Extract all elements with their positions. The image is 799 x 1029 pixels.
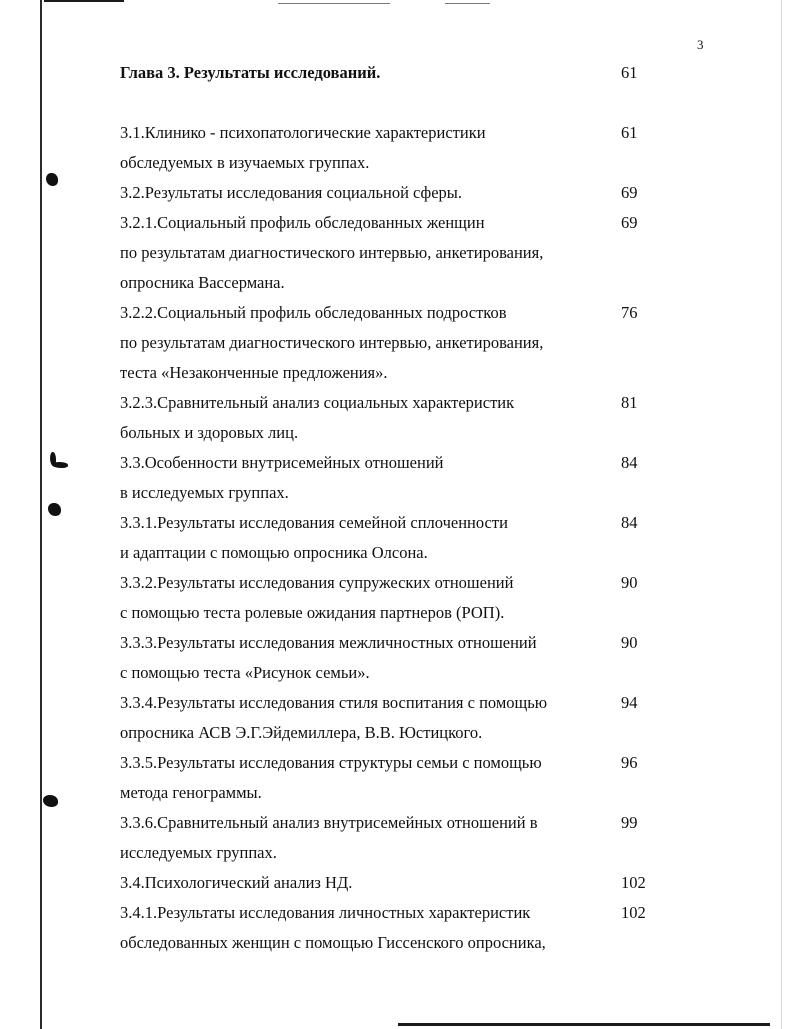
scan-left-border <box>40 0 42 1029</box>
toc-entry <box>120 178 660 208</box>
toc-entry-page: 84 <box>621 513 638 532</box>
toc-entry-title: 3.3.1.Результаты исследования семейной сплоченности <box>120 513 508 532</box>
toc-entry-continuation: опросника Вассермана. <box>120 273 285 292</box>
toc-entry-page: 102 <box>621 903 646 922</box>
toc-entry-title: 3.3.5.Результаты исследования структуры семьи с помощью <box>120 753 542 772</box>
toc-entry-page: 76 <box>621 303 638 322</box>
toc-entry <box>120 508 660 538</box>
ink-blot <box>43 795 58 807</box>
toc-entry-title: 3.4.Психологический анализ НД. <box>120 873 353 892</box>
toc-entry-page: 96 <box>621 753 638 772</box>
toc-entry-continuation: обследованных женщин с помощью Гиссенского опросника, <box>120 933 546 952</box>
toc-entry <box>120 388 660 418</box>
toc-entry-title: 3.3.6.Сравнительный анализ внутрисемейных отношений в <box>120 813 538 832</box>
toc-entry-page: 81 <box>621 393 638 412</box>
toc-entry-continuation: исследуемых группах. <box>120 843 277 862</box>
toc-entry <box>120 748 660 778</box>
toc-entry-page: 69 <box>621 213 638 232</box>
toc-entry-continuation: обследуемых в изучаемых группах. <box>120 153 370 172</box>
toc-entry-continuation: метода генограммы. <box>120 783 262 802</box>
toc-entry-title: 3.3.Особенности внутрисемейных отношений <box>120 453 444 472</box>
toc-entry-title: 3.2.2.Социальный профиль обследованных подростков <box>120 303 507 322</box>
toc-entry-continuation: больных и здоровых лиц. <box>120 423 299 442</box>
ink-blot <box>48 503 61 516</box>
toc-chapter-heading <box>120 58 660 88</box>
chapter-page: 61 <box>621 63 638 82</box>
toc-entry-continuation: по результатам диагностического интервью, анкетирования, <box>120 333 544 352</box>
toc-entry-continuation: с помощью теста ролевые ожидания партнеров (РОП). <box>120 603 505 622</box>
toc-entry <box>120 628 660 658</box>
toc-entry-title: 3.3.4.Результаты исследования стиля воспитания с помощью <box>120 693 548 712</box>
toc-entry-page: 94 <box>621 693 638 712</box>
scan-top-line <box>44 0 124 2</box>
scan-top-line <box>278 3 390 4</box>
toc-entry-continuation: в исследуемых группах. <box>120 483 289 502</box>
toc-entry-title: 3.3.3.Результаты исследования межличностных отношений <box>120 633 537 652</box>
toc-entry-continuation: и адаптации с помощью опросника Олсона. <box>120 543 428 562</box>
toc-entry-title: 3.3.2.Результаты исследования супружеских отношений <box>120 573 514 592</box>
page-number: 3 <box>697 37 704 52</box>
toc-entry-continuation: теста «Незаконченные предложения». <box>120 363 388 382</box>
toc-entry-continuation: с помощью теста «Рисунок семьи». <box>120 663 370 682</box>
scan-top-line <box>445 3 490 4</box>
ink-blot <box>52 462 68 468</box>
toc-entry-title: 3.2.Результаты исследования социальной сферы. <box>120 183 463 202</box>
toc-entry <box>120 448 660 478</box>
toc-entry-page: 61 <box>621 123 638 142</box>
toc-entry <box>120 118 660 148</box>
toc-entry <box>120 208 660 238</box>
toc-entry-title: 3.4.1.Результаты исследования личностных характеристик <box>120 903 531 922</box>
scan-bottom-line <box>398 1023 770 1026</box>
toc-entry-page: 102 <box>621 873 646 892</box>
toc-entry <box>120 868 660 898</box>
toc-entry-continuation: по результатам диагностического интервью, анкетирования, <box>120 243 544 262</box>
toc-entry <box>120 568 660 598</box>
toc-entry-page: 90 <box>621 573 638 592</box>
toc-entry-page: 69 <box>621 183 638 202</box>
toc-entry-page: 90 <box>621 633 638 652</box>
scan-right-line <box>781 0 782 1029</box>
toc-entry-continuation: опросника АСВ Э.Г.Эйдемиллера, В.В. Юстицкого. <box>120 723 483 742</box>
toc-entry-page: 84 <box>621 453 638 472</box>
toc-entry <box>120 898 660 928</box>
toc-entry-title: 3.2.1.Социальный профиль обследованных женщин <box>120 213 485 232</box>
toc-entry <box>120 298 660 328</box>
toc-entry <box>120 808 660 838</box>
toc-entry-title: 3.1.Клинико - психопатологические характеристики <box>120 123 486 142</box>
chapter-title: Глава 3. Результаты исследований. <box>120 63 381 82</box>
toc-entry-page: 99 <box>621 813 638 832</box>
toc-entry <box>120 688 660 718</box>
toc-entry-title: 3.2.3.Сравнительный анализ социальных характеристик <box>120 393 515 412</box>
ink-blot <box>46 173 58 186</box>
